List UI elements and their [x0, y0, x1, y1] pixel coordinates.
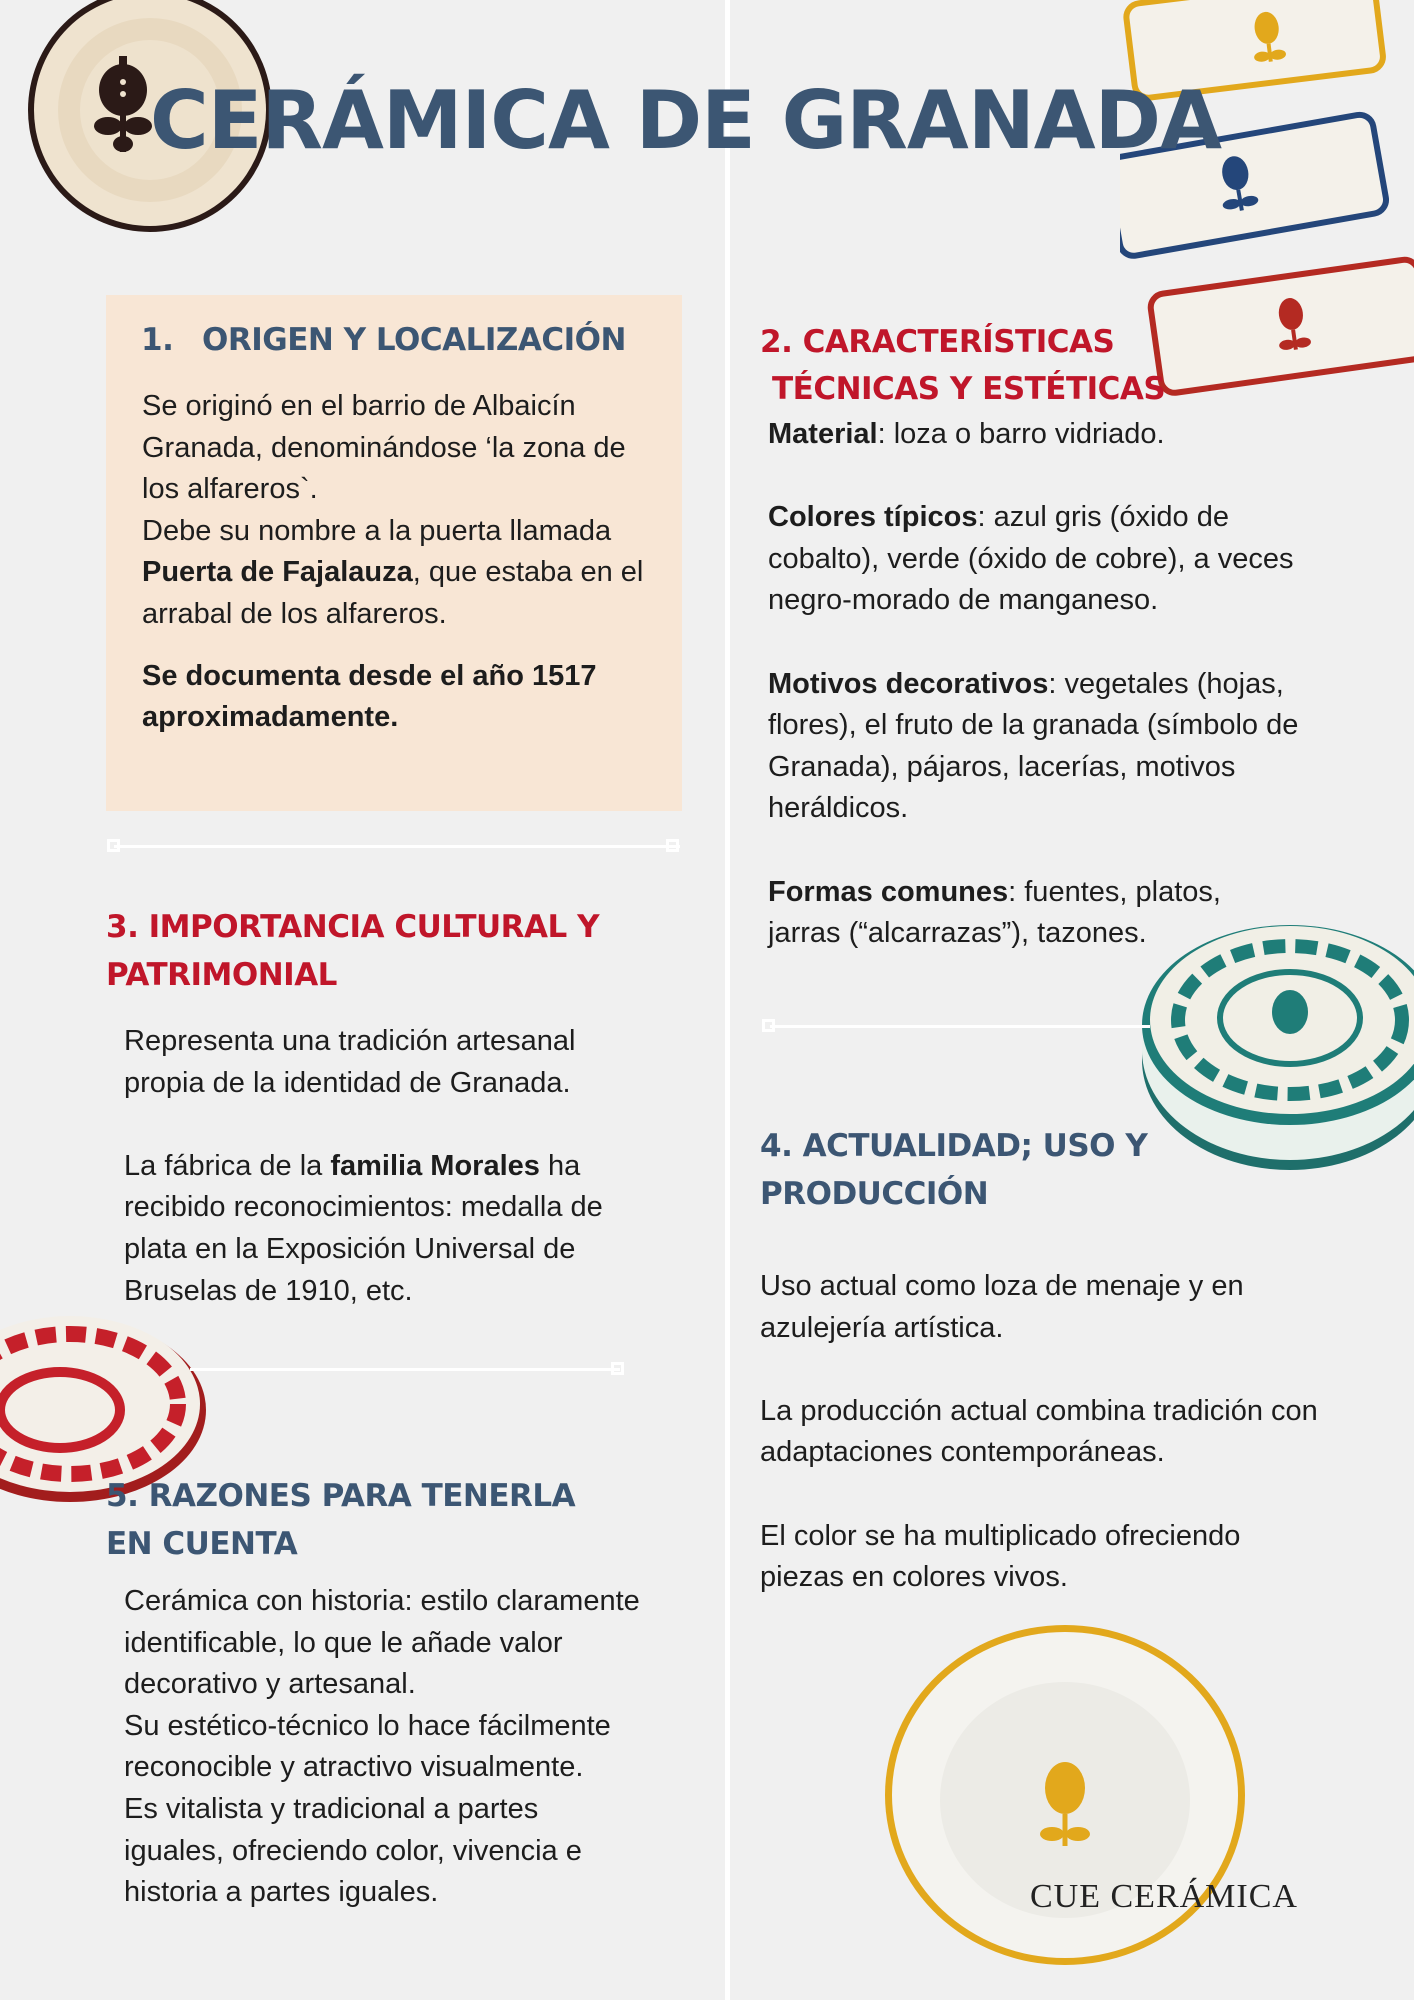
- brand-logo-text: CUE CERÁMICA: [1030, 1878, 1298, 1915]
- formas-text: : fuentes, platos, jarras (“alcarrazas”), tazones.: [768, 875, 1221, 950]
- material-label: Material: [768, 418, 878, 450]
- material-text: : loza o barro vidriado.: [877, 418, 1165, 450]
- section3-heading-line2: PATRIMONIAL: [106, 957, 337, 993]
- section5-paragraph: Su estético-técnico lo hace fácilmente reconocible y atractivo visualmente.: [124, 1709, 611, 1784]
- section3-body: [124, 1021, 644, 1312]
- puerta-fajalauza-bold: Puerta de Fajalauza: [142, 556, 413, 589]
- horizontal-divider: [190, 1368, 620, 1371]
- section3-paragraph: [124, 1146, 644, 1312]
- rectangular-trays-image: [1120, 0, 1414, 400]
- section4-heading-line1: 4. ACTUALIDAD; USO Y: [760, 1128, 1148, 1164]
- divider-handle: [107, 839, 120, 852]
- column-divider: [725, 0, 730, 2000]
- section1-date-paragraph: Se documenta desde el año 1517 aproximadamente.: [142, 659, 597, 734]
- colores-label: Colores típicos: [768, 501, 978, 534]
- horizontal-divider: [770, 1025, 1150, 1028]
- pomegranate-flower-icon: [92, 52, 154, 156]
- formas-label: Formas comunes: [768, 875, 1009, 908]
- section1-heading: ORIGEN Y LOCALIZACIÓN: [202, 322, 626, 358]
- section4-paragraph: Uso actual como loza de menaje y en azulejería artística.: [760, 1270, 1244, 1344]
- yellow-bowl-image: [880, 1620, 1250, 1970]
- section4-heading-line2: PRODUCCIÓN: [760, 1176, 989, 1212]
- motivos-paragraph: [768, 664, 1348, 830]
- divider-handle: [611, 1362, 624, 1375]
- section4-paragraph: La producción actual combina tradición con adaptaciones contemporáneas.: [760, 1394, 1318, 1469]
- section3-paragraph: Representa una tradición artesanal propia de la identidad de Granada.: [124, 1025, 576, 1099]
- material-paragraph: [768, 414, 1348, 456]
- formas-paragraph: [768, 872, 1288, 955]
- section5-heading-line1: 5. RAZONES PARA TENERLA: [106, 1478, 576, 1514]
- section1-body: [142, 386, 662, 739]
- section3-heading-line1: 3. IMPORTANCIA CULTURAL Y: [106, 909, 600, 945]
- section2-body: [768, 414, 1348, 955]
- section2-heading-line2: TÉCNICAS Y ESTÉTICAS: [772, 371, 1166, 407]
- motivos-text: : vegetales (hojas, flores), el fruto de la granada (símbolo de Granada), pájaros, lacerías, motivos heráldicos.: [768, 667, 1299, 825]
- section4-body: [760, 1266, 1330, 1599]
- text-span: Debe su nombre a la puerta llamada: [142, 514, 612, 547]
- divider-handle: [762, 1019, 775, 1032]
- colores-paragraph: [768, 497, 1348, 622]
- section5-paragraph: Cerámica con historia: estilo claramente identificable, lo que le añade valor decorativo y artesanal.: [124, 1585, 640, 1701]
- familia-morales-bold: familia Morales: [330, 1149, 540, 1182]
- section5-heading-line2: EN CUENTA: [106, 1526, 298, 1562]
- section5-paragraph: Es vitalista y tradicional a partes iguales, ofreciendo color, vivencia e historia a partes iguales.: [124, 1792, 582, 1909]
- section4-paragraph: El color se ha multiplicado ofreciendo piezas en colores vivos.: [760, 1519, 1241, 1594]
- text-span: , que estaba en el arrabal de los alfareros.: [142, 556, 644, 630]
- text-span: ha recibido reconocimientos: medalla de plata en la Exposición Universal de Bruselas de 1910, etc.: [124, 1149, 603, 1307]
- divider-handle: [666, 839, 679, 852]
- section1-paragraph: [142, 511, 662, 636]
- colores-text: : azul gris (óxido de cobalto), verde (óxido de cobre), a veces negro-morado de manganeso.: [768, 501, 1294, 617]
- section1-number: 1.: [141, 322, 174, 358]
- page-title: CERÁMICA DE GRANADA: [150, 74, 1221, 167]
- horizontal-divider: [114, 845, 680, 848]
- section1-paragraph: Se originó en el barrio de Albaicín Granada, denominándose ‘la zona de los alfareros`.: [142, 390, 626, 506]
- section2-heading-line1: 2. CARACTERÍSTICAS: [760, 324, 1115, 360]
- text-span: La fábrica de la: [124, 1149, 331, 1182]
- section5-body: [124, 1581, 644, 1914]
- motivos-label: Motivos decorativos: [768, 667, 1049, 700]
